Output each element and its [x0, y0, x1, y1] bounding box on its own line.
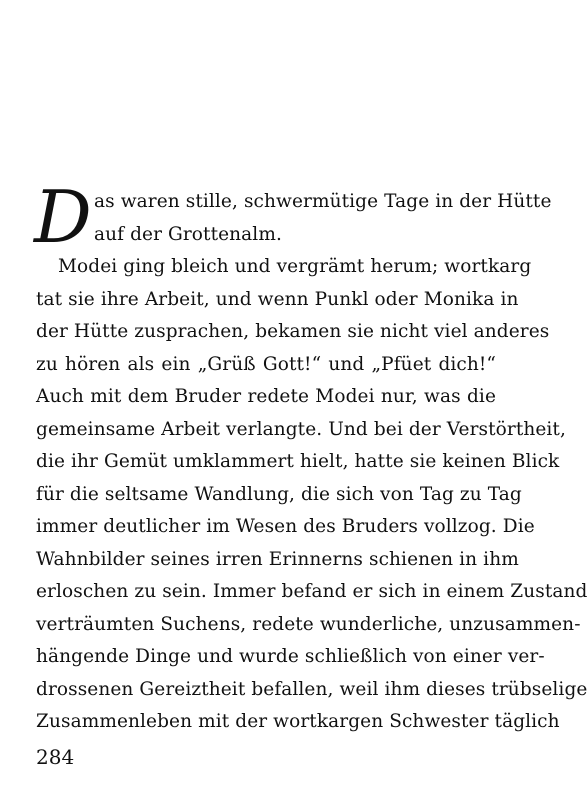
text-line: auf der Grottenalm.	[94, 223, 282, 245]
text-line: drossenen Gereiztheit befallen, weil ihm dieses trübselige	[36, 678, 588, 700]
text-line: der Hütte zusprachen, bekamen sie nicht viel anderes	[36, 321, 550, 342]
text-line: Zusammenleben mit der wortkargen Schwester täglich	[36, 711, 560, 732]
text-line: gemeinsame Arbeit verlangte. Und bei der Verstörtheit,	[36, 418, 566, 440]
text-line: hängende Dinge und wurde schließlich von einer ver-	[36, 646, 545, 667]
text-line: Auch mit dem Bruder redete Modei nur, was die	[36, 386, 496, 407]
body-text	[36, 186, 588, 739]
text-line: tat sie ihre Arbeit, und wenn Punkl oder Monika in	[36, 288, 519, 310]
text-line: die ihr Gemüt umklammert hielt, hatte sie keinen Blick	[36, 451, 560, 472]
text-line: immer deutlicher im Wesen des Bruders vollzog. Die	[36, 516, 535, 537]
drop-cap-initial: D	[34, 175, 92, 259]
text-line: as waren stille, schwermütige Tage in der Hütte	[94, 191, 552, 212]
text-line: zu hören als ein „Grüß Gott!“ und „Pfüet dich!“	[36, 353, 496, 375]
text-line: Modei ging bleich und vergrämt herum; wortkarg	[58, 256, 532, 277]
page-number: 284	[36, 745, 75, 769]
text-line: Wahnbilder seines irren Erinnerns schienen in ihm	[36, 548, 519, 570]
text-line: für die seltsame Wandlung, die sich von Tag zu Tag	[36, 483, 522, 505]
text-line: verträumten Suchens, redete wunderliche, unzusammen-	[36, 613, 581, 635]
text-line: erloschen zu sein. Immer befand er sich in einem Zustand	[36, 581, 588, 602]
